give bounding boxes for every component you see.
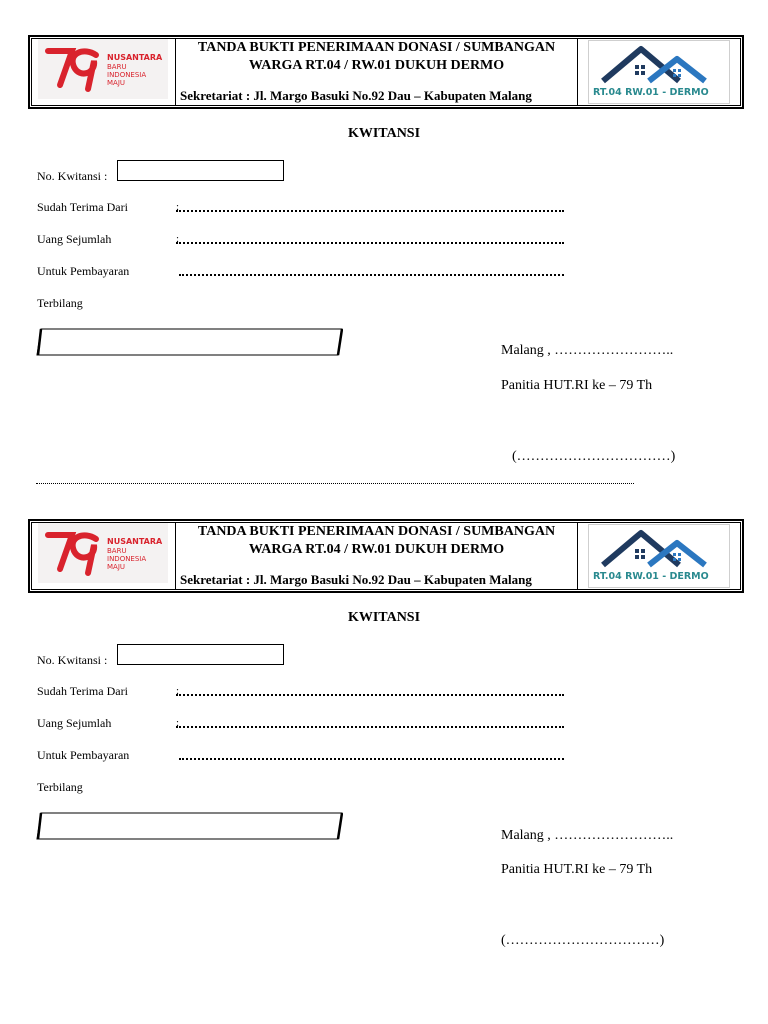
terbilang-label: Terbilang (37, 780, 83, 794)
pembayaran-fill-line[interactable] (179, 752, 564, 760)
no-kwitansi-label: No. Kwitansi : (37, 653, 108, 667)
pembayaran-fill-line[interactable] (179, 268, 564, 276)
receipt-header (28, 519, 744, 593)
sejumlah-label: Uang Sejumlah (37, 232, 112, 246)
terima-dari-fill-line[interactable] (176, 204, 564, 212)
terima-dari-colon: : (176, 685, 180, 697)
svg-text:NUSANTARA: NUSANTARA (107, 53, 163, 62)
terima-dari-colon: : (176, 201, 180, 213)
svg-text:BARU: BARU (107, 63, 127, 71)
terbilang-box[interactable] (36, 812, 343, 840)
rt-rw-house-logo (588, 524, 730, 588)
header-text-cell (175, 523, 578, 589)
header-title-line1: TANDA BUKTI PENERIMAAN DONASI / SUMBANGAN (197, 524, 556, 539)
sejumlah-fill-line[interactable] (176, 720, 564, 728)
receipt-2 (0, 484, 768, 968)
no-kwitansi-field[interactable] (117, 160, 284, 181)
svg-text:BARU: BARU (107, 547, 127, 555)
hut-ri-79-logo (38, 39, 168, 99)
svg-text:RT.04 RW.01 - DERMO: RT.04 RW.01 - DERMO (593, 87, 709, 98)
sejumlah-colon: : (176, 233, 180, 245)
sejumlah-fill-line[interactable] (176, 236, 564, 244)
svg-text:INDONESIA: INDONESIA (107, 71, 147, 79)
receipt-header (28, 35, 744, 109)
header-title-line2: WARGA RT.04 / RW.01 DUKUH DERMO (248, 58, 505, 73)
header-secretariat: Sekretariat : Jl. Margo Basuki No.92 Dau – Kabupaten Malang (180, 88, 532, 103)
document-title: KWITANSI (347, 126, 421, 141)
header-text-cell (175, 39, 578, 105)
committee-name: Panitia HUT.RI ke – 79 Th (501, 378, 653, 393)
receipt-1 (0, 0, 768, 484)
no-kwitansi-label: No. Kwitansi : (37, 169, 108, 183)
hut-ri-79-logo (38, 523, 168, 583)
terima-dari-label: Sudah Terima Dari (37, 200, 128, 214)
svg-text:INDONESIA: INDONESIA (107, 555, 147, 563)
place-date: Malang , …………………….. (501, 343, 674, 358)
signer-line: (……………………………) (501, 933, 665, 948)
terima-dari-fill-line[interactable] (176, 688, 564, 696)
header-secretariat: Sekretariat : Jl. Margo Basuki No.92 Dau – Kabupaten Malang (180, 572, 532, 587)
sejumlah-label: Uang Sejumlah (37, 716, 112, 730)
terbilang-box[interactable] (36, 328, 343, 356)
place-date: Malang , …………………….. (501, 828, 674, 843)
sejumlah-colon: : (176, 717, 180, 729)
svg-text:MAJU: MAJU (107, 79, 126, 87)
no-kwitansi-field[interactable] (117, 644, 284, 665)
pembayaran-label: Untuk Pembayaran (37, 264, 130, 278)
svg-text:NUSANTARA: NUSANTARA (107, 537, 163, 546)
svg-text:RT.04 RW.01 - DERMO: RT.04 RW.01 - DERMO (593, 571, 709, 582)
rt-rw-house-logo (588, 40, 730, 104)
header-title-line2: WARGA RT.04 / RW.01 DUKUH DERMO (248, 542, 505, 557)
terbilang-label: Terbilang (37, 296, 83, 310)
header-title-line1: TANDA BUKTI PENERIMAAN DONASI / SUMBANGAN (197, 40, 556, 55)
pembayaran-label: Untuk Pembayaran (37, 748, 130, 762)
terima-dari-label: Sudah Terima Dari (37, 684, 128, 698)
committee-name: Panitia HUT.RI ke – 79 Th (501, 862, 653, 877)
document-title: KWITANSI (347, 610, 421, 625)
svg-text:MAJU: MAJU (107, 563, 126, 571)
signer-line: (……………………………) (512, 449, 676, 464)
